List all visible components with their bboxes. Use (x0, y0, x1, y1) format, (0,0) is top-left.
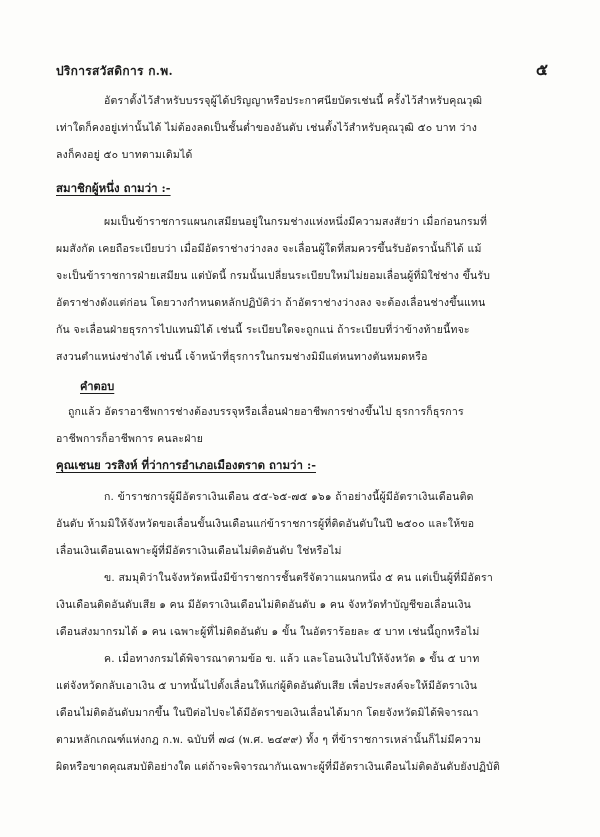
text-line: เดือนไม่ติดอันดับมากขึ้น ในปีต่อไปจะได้มีอัตราขอเงินเลื่อนได้มาก โดยจังหวัดมิได้พิจารณา (56, 707, 479, 719)
text-line: ผมสังกัด เคยถือระเบียบว่า เมื่อมีอัตราช่างว่างลง จะเลื่อนผู้ใดที่สมควรขึ้นรับอัตรานั้นก็ได้ แม้ (56, 243, 482, 255)
text-line: เลื่อนเงินเดือนเฉพาะผู้ที่มีอัตราเงินเดือนไม่ติดอันดับ ใช่หรือไม่ (56, 545, 342, 557)
text-line: กัน จะเลื่อนฝ่ายธุรการไปแทนมิได้ เช่นนี้ ระเบียบใดจะถูกแน่ ถ้าระเบียบที่ว่าข้างท้ายนี้ทจะ (56, 324, 470, 336)
text-line: ผิดหรือขาดคุณสมบัติอย่างใด แต่ถ้าจะพิจารณากันเฉพาะผู้ที่มีอัตราเงินเดือนไม่ติดอันดับยังปฏิบัติ (56, 761, 501, 773)
text-line: สงวนตำแหน่งช่างได้ เช่นนี้ เจ้าหน้าที่ธุรการในกรมช่างมิมีแต่หนทางตันหมดหรือ (56, 351, 428, 363)
text-line: อันดับ ห้ามมิให้จังหวัดขอเลื่อนขั้นเงินเดือนแก่ข้าราชการผู้ที่ติดอันดับในปี ๒๕๐๐ และให้ขอ (56, 518, 475, 530)
question-section-2 (56, 452, 556, 781)
text-line: ก. ข้าราชการผู้มีอัตราเงินเดือน ๕๕-๖๕-๗๕ ๑๖๑ ถ้าอย่างนี้ผู้มีอัตราเงินเดือนติด (104, 491, 474, 503)
text-line: เดือนส่งมากรมได้ ๑ คน เฉพาะผู้ที่ไม่ติดอันดับ ๑ ขั้น ในอัตราร้อยละ ๕ บาท เช่นนี้ถูกหรือไม่ (56, 626, 480, 638)
page-number: ๕ (535, 60, 548, 79)
text-line: เงินเดือนติดอันดับเสีย ๑ คน มีอัตราเงินเดือนไม่ติดอันดับ ๑ คน จังหวัดทำบัญชีขอเลื่อนเงิน (56, 599, 472, 611)
question-section-1 (56, 175, 556, 453)
text-line: อัตราช่างดังแต่ก่อน โดยวางกำหนดหลักปฏิบัติว่า ถ้าอัตราช่างว่างลง จะต้องเลื่อนช่างขึ้นแทน (56, 297, 486, 309)
text-line: อัตราตั้งไว้สำหรับบรรจุผู้ได้ปริญญาหรือประกาศนียบัตรเช่นนี้ ครั้งไว้สำหรับคุณวุฒิ (104, 95, 483, 107)
text-line: ถูกแล้ว อัตราอาชีพการช่างต้องบรรจุหรือเลื่อนฝ่ายอาชีพการช่างขึ้นไป ธุรการก็ธุรการ (68, 406, 464, 418)
text-line: แต่จังหวัดกลับเอาเงิน ๕ บาทนั้นไปตั้งเลื่อนให้แก่ผู้ติดอันดับเสีย เพื่อประสงค์จะให้มีอัตราเงิน (56, 680, 478, 692)
header-title: ปริการสวัสดิการ ก.พ. (56, 64, 173, 78)
text-line: เท่าใดก็คงอยู่เท่านั้นได้ ไม่ต้องลดเป็นชั้นต่ำของอันดับ เช่นตั้งไว้สำหรับคุณวุฒิ ๕๐ บาท ว่าง (56, 122, 478, 134)
text-line: ข. สมมุติว่าในจังหวัดหนึ่งมีข้าราชการชั้นตรีจัตวาแผนกหนึ่ง ๕ คน แต่เป็นผู้ที่มีอัตรา (104, 572, 493, 584)
text-line: ผมเป็นข้าราชการแผนกเสมียนอยู่ในกรมช่างแห่งหนึ่งมีความสงสัยว่า เมื่อก่อนกรมที่ (104, 216, 488, 228)
text-line: ตามหลักเกณฑ์แห่งกฎ ก.พ. ฉบับที่ ๗๘ (พ.ศ. ๒๔๙๙) ทั้ง ๆ ที่ข้าราชการเหล่านั้นก็ไม่มีความ (56, 734, 482, 746)
text-line: ลงก็คงอยู่ ๕๐ บาทตามเดิมได้ (56, 149, 193, 161)
text-line: จะเป็นข้าราชการฝ่ายเสมียน แต่บัดนี้ กรมนั้นเปลี่ยนระเบียบใหม่ไม่ยอมเลื่อนผู้ที่มิใช่ช่าง ขึ้นรับ (56, 270, 491, 282)
text-line: อาชีพการก็อาชีพการ คนละฝ่าย (56, 433, 204, 445)
paragraph-continuation (56, 88, 556, 169)
section-heading: คุณเชนย วรสิงห์ ที่ว่าการอำเภอเมืองตราด ถามว่า :- (56, 458, 316, 472)
section-heading: สมาชิกผู้หนึ่ง ถามว่า :- (56, 181, 171, 195)
answer-title: คำตอบ (80, 380, 115, 393)
text-line: ค. เมื่อทางกรมได้พิจารณาตามข้อ ข. แล้ว และโอนเงินไปให้จังหวัด ๑ ขั้น ๕ บาท (104, 653, 480, 665)
